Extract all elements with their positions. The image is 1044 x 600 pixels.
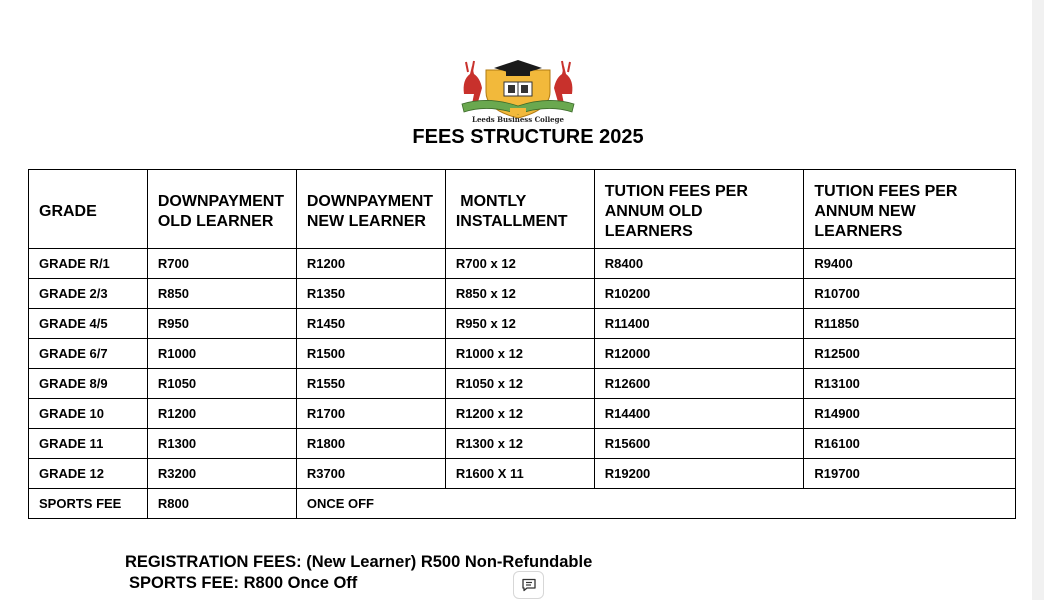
downpayment-old-cell: R1200 (147, 399, 296, 429)
downpayment-new-cell: R1500 (296, 339, 445, 369)
sports-fee-label: SPORTS FEE (29, 489, 148, 519)
logo-caption: Leeds Business College (472, 115, 564, 124)
tuition-old-cell: R12000 (594, 339, 804, 369)
downpayment-old-cell: R700 (147, 249, 296, 279)
installment-cell: R1600 X 11 (445, 459, 594, 489)
grade-cell: GRADE 11 (29, 429, 148, 459)
tuition-new-cell: R11850 (804, 309, 1016, 339)
column-header-grade: GRADE (29, 170, 148, 249)
column-header-monthly-installment: MONTLY INSTALLMENT (445, 170, 594, 249)
tuition-old-cell: R12600 (594, 369, 804, 399)
tuition-old-cell: R19200 (594, 459, 804, 489)
tuition-new-cell: R9400 (804, 249, 1016, 279)
grade-cell: GRADE 10 (29, 399, 148, 429)
tuition-old-cell: R10200 (594, 279, 804, 309)
grade-cell: GRADE 4/5 (29, 309, 148, 339)
tuition-old-cell: R11400 (594, 309, 804, 339)
downpayment-old-cell: R1050 (147, 369, 296, 399)
tuition-new-cell: R12500 (804, 339, 1016, 369)
installment-cell: R950 x 12 (445, 309, 594, 339)
grade-cell: GRADE R/1 (29, 249, 148, 279)
installment-cell: R1200 x 12 (445, 399, 594, 429)
sports-fee-row (29, 489, 1016, 519)
table-row (29, 309, 1016, 339)
fees-table (28, 169, 1016, 519)
sports-fee-amount: R800 (147, 489, 296, 519)
downpayment-old-cell: R850 (147, 279, 296, 309)
grade-cell: GRADE 6/7 (29, 339, 148, 369)
downpayment-new-cell: R1700 (296, 399, 445, 429)
grade-cell: GRADE 12 (29, 459, 148, 489)
column-header-downpayment-old: DOWNPAYMENT OLD LEARNER (147, 170, 296, 249)
downpayment-new-cell: R1450 (296, 309, 445, 339)
table-row (29, 429, 1016, 459)
downpayment-old-cell: R1000 (147, 339, 296, 369)
table-header-row (29, 170, 1016, 249)
tuition-old-cell: R8400 (594, 249, 804, 279)
tuition-new-cell: R10700 (804, 279, 1016, 309)
column-header-tuition-old: TUTION FEES PER ANNUM OLD LEARNERS (594, 170, 804, 249)
sports-fee-frequency: ONCE OFF (296, 489, 1015, 519)
scrollbar-track[interactable] (1032, 0, 1044, 600)
column-header-tuition-new: TUTION FEES PER ANNUM NEW LEARNERS (804, 170, 1016, 249)
downpayment-old-cell: R1300 (147, 429, 296, 459)
page-title: FEES STRUCTURE 2025 (412, 126, 644, 148)
table-row (29, 459, 1016, 489)
table-row (29, 399, 1016, 429)
installment-cell: R1000 x 12 (445, 339, 594, 369)
downpayment-new-cell: R1200 (296, 249, 445, 279)
downpayment-new-cell: R1350 (296, 279, 445, 309)
tuition-new-cell: R14900 (804, 399, 1016, 429)
grade-cell: GRADE 2/3 (29, 279, 148, 309)
installment-cell: R1300 x 12 (445, 429, 594, 459)
downpayment-new-cell: R3700 (296, 459, 445, 489)
installment-cell: R850 x 12 (445, 279, 594, 309)
grade-cell: GRADE 8/9 (29, 369, 148, 399)
comment-button[interactable] (513, 571, 544, 599)
tuition-old-cell: R14400 (594, 399, 804, 429)
table-row (29, 279, 1016, 309)
table-row (29, 249, 1016, 279)
downpayment-old-cell: R3200 (147, 459, 296, 489)
table-row (29, 369, 1016, 399)
registration-fees-note: REGISTRATION FEES: (New Learner) R500 Non-Refundable (125, 553, 593, 571)
tuition-new-cell: R16100 (804, 429, 1016, 459)
comment-icon (521, 577, 537, 593)
downpayment-old-cell: R950 (147, 309, 296, 339)
sports-fee-note: SPORTS FEE: R800 Once Off (129, 574, 358, 592)
table-row (29, 339, 1016, 369)
tuition-old-cell: R15600 (594, 429, 804, 459)
downpayment-new-cell: R1800 (296, 429, 445, 459)
column-header-downpayment-new: DOWNPAYMENT NEW LEARNER (296, 170, 445, 249)
tuition-new-cell: R19700 (804, 459, 1016, 489)
downpayment-new-cell: R1550 (296, 369, 445, 399)
installment-cell: R1050 x 12 (445, 369, 594, 399)
installment-cell: R700 x 12 (445, 249, 594, 279)
tuition-new-cell: R13100 (804, 369, 1016, 399)
